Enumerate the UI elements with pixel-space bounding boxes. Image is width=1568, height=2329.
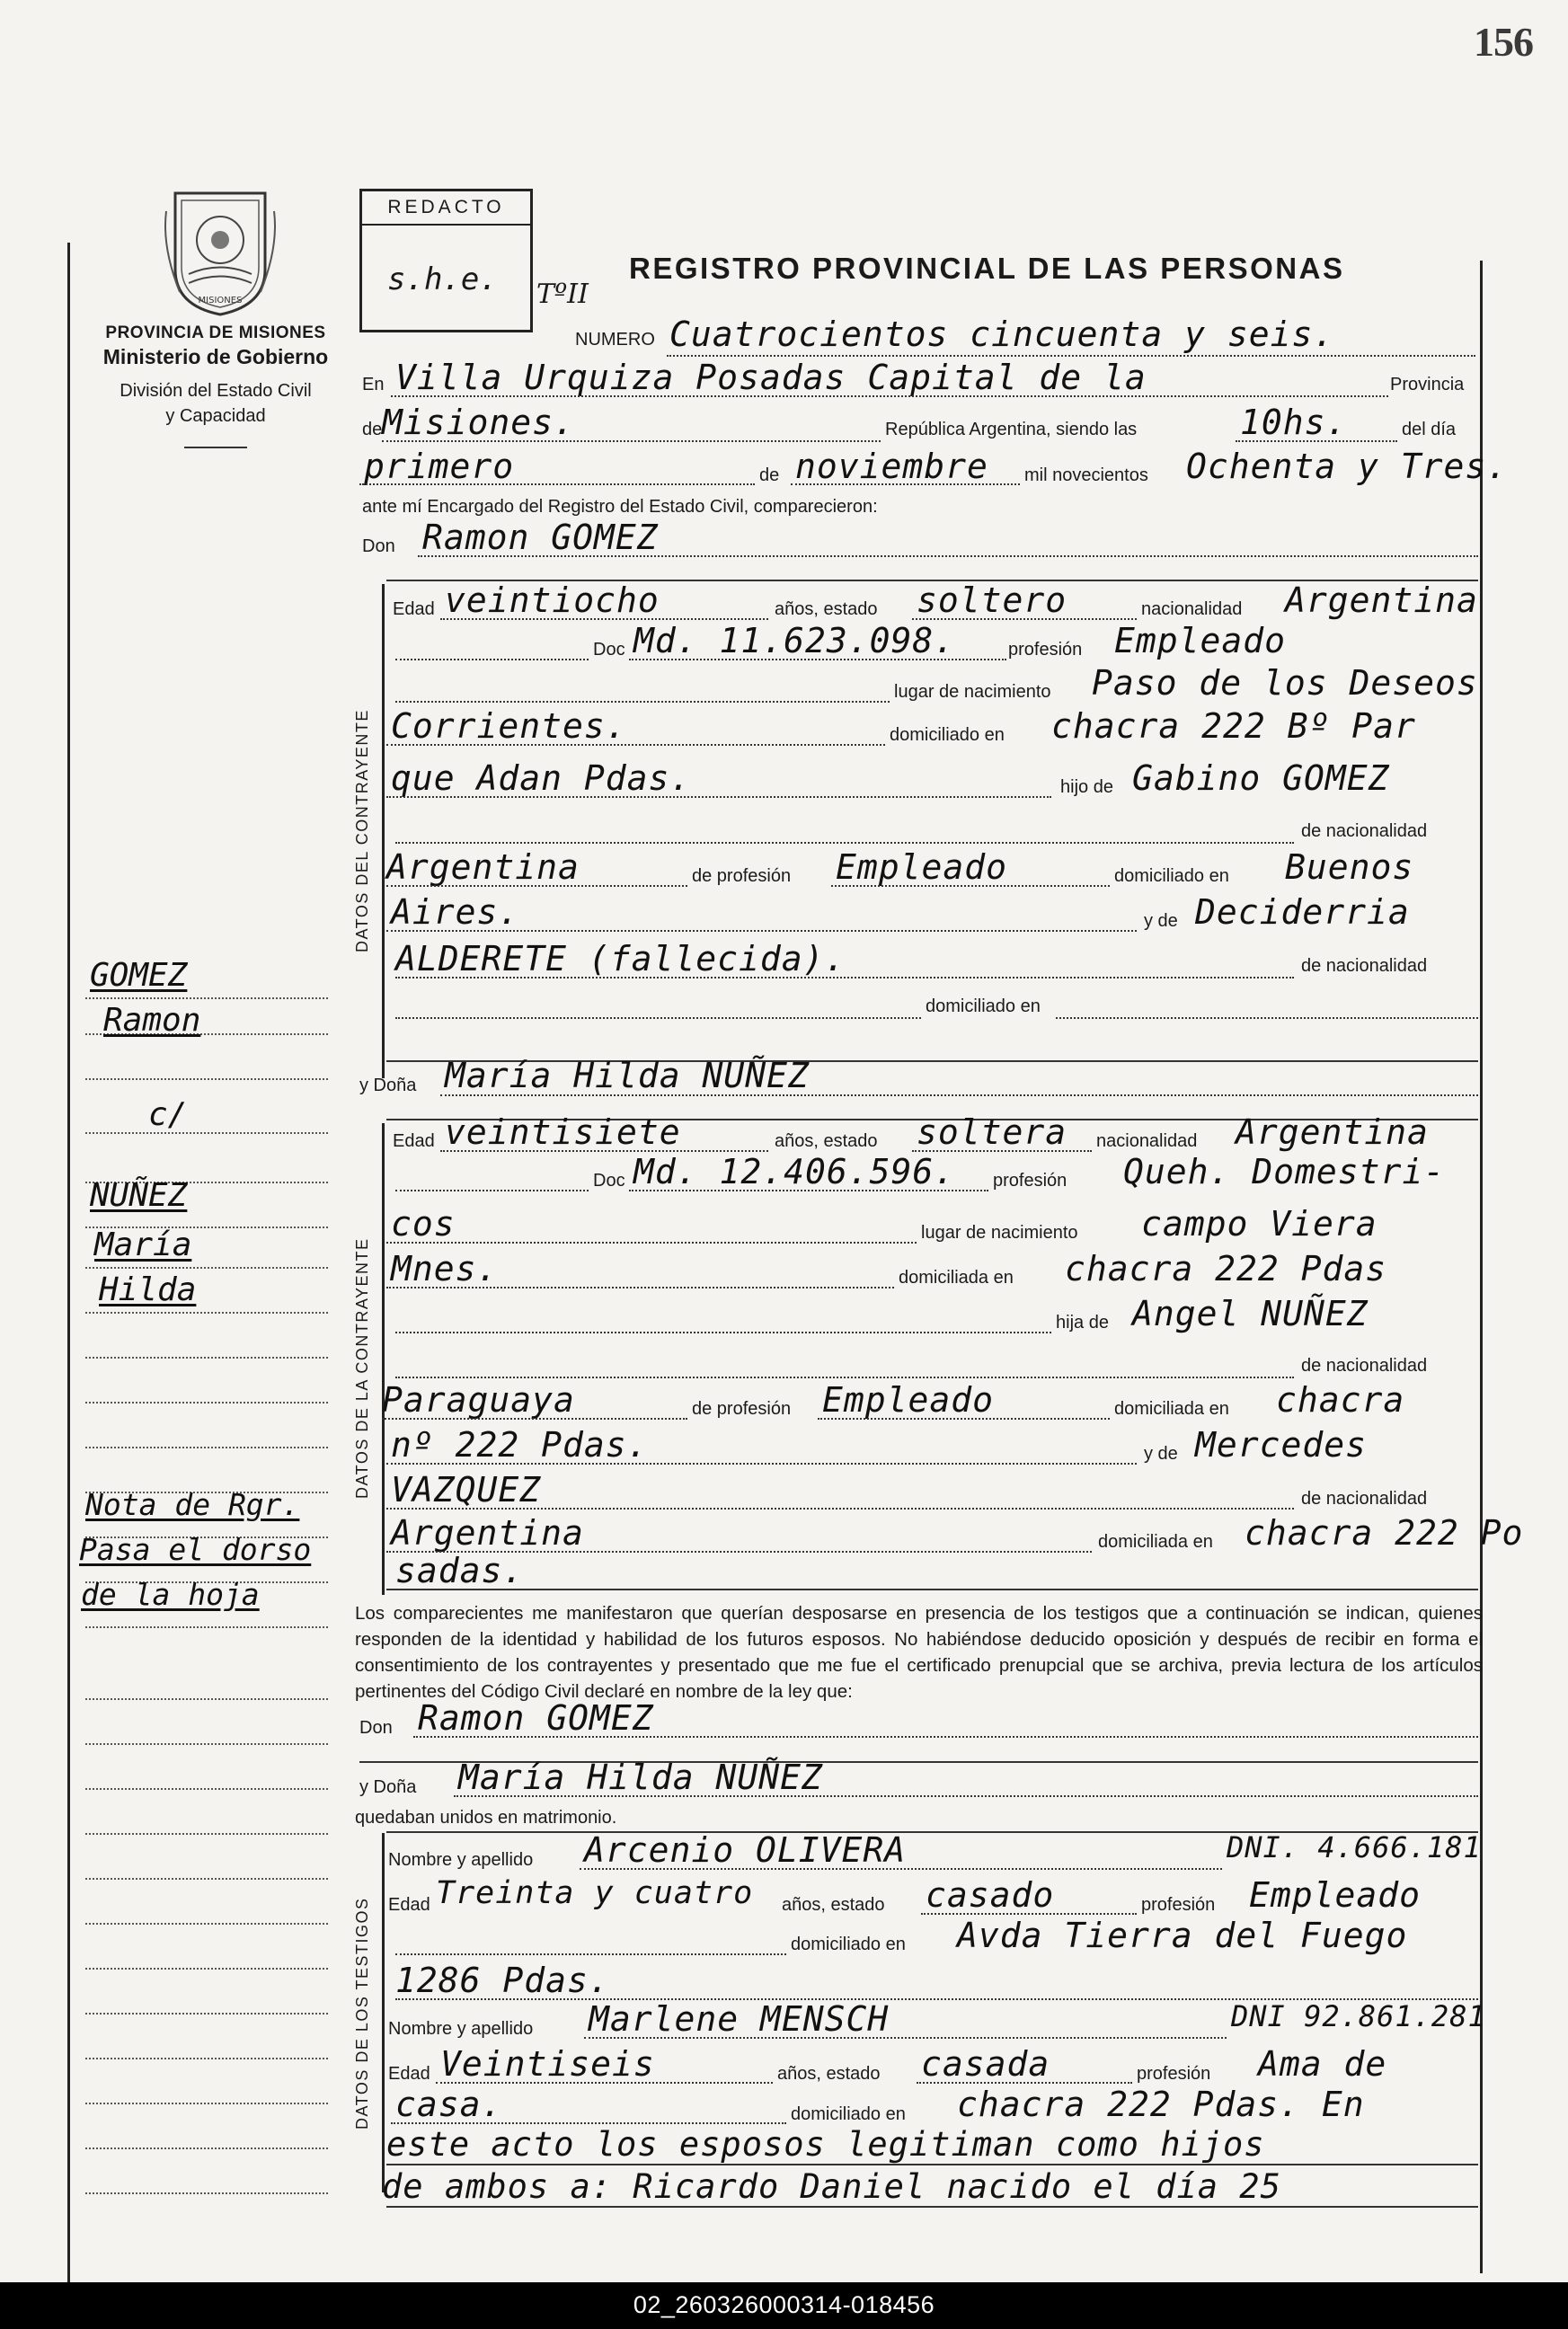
t1-edad-value: Treinta y cuatro xyxy=(436,1875,754,1911)
lugar-value: Paso de los Deseos xyxy=(1092,663,1478,703)
t1-edad-label: Edad xyxy=(388,1895,430,1915)
f-madre-nac-value: Argentina xyxy=(391,1513,584,1553)
division-line-2: y Capacidad xyxy=(165,406,266,426)
domicilio-value: chacra 222 Bº Par xyxy=(1051,706,1416,746)
f-madre-value: Mercedes xyxy=(1195,1425,1368,1465)
contrayente-f-box xyxy=(382,1123,385,1595)
page-number: 156 xyxy=(1474,19,1533,65)
t1-doc-value: DNI. 4.666.181 xyxy=(1227,1830,1482,1864)
anio-value: Ochenta y Tres. xyxy=(1186,447,1509,486)
t1-dom-value: Avda Tierra del Fuego xyxy=(957,1916,1408,1955)
t2-dom-value: chacra 222 Pdas. En xyxy=(957,2085,1365,2124)
f-domicilio-value: chacra 222 Pdas xyxy=(1065,1249,1387,1288)
provincia-label: Provincia xyxy=(1390,375,1465,394)
legal-paragraph: Los comparecientes me manifestaron que querían desposarse en presencia de los testigos que a continuación se indican, quienes responden de la identidad y habilidad de los futuros esposos. No habiéndose deducido oposición y después de recibir en forma el consentimiento de los contrayentes y presentado que me fue el certificado prenupcial que se archiva, previa lectura de los artículos pertinentes del Código Civil declaré en nombre de la ley que: xyxy=(355,1603,1483,1702)
dia-value: primero xyxy=(364,447,515,486)
republica-label: República Argentina, siendo las xyxy=(885,420,1138,439)
t1-anos-estado-label: años, estado xyxy=(782,1895,885,1915)
t2-doc-value: DNI 92.861.281 xyxy=(1231,1999,1486,2033)
anio-label: mil novecientos xyxy=(1024,465,1148,485)
province-name: PROVINCIA DE MISIONES xyxy=(105,323,326,342)
f-padre-dom-label: domiciliada en xyxy=(1114,1399,1229,1419)
redacto-label: REDACTO xyxy=(362,191,530,226)
dona-name: María Hilda NUÑEZ xyxy=(445,1056,810,1095)
estado-value: soltero xyxy=(917,580,1067,620)
f-nacionalidad-label: nacionalidad xyxy=(1096,1131,1198,1151)
madre-dom-label: domiciliado en xyxy=(926,996,1041,1016)
ministry-name: Ministerio de Gobierno xyxy=(102,345,329,368)
f-lugar-value-2: Mnes. xyxy=(391,1249,499,1288)
f-madre-value-2: VAZQUEZ xyxy=(391,1470,542,1510)
anos-estado-label: años, estado xyxy=(775,599,878,619)
hora-value: 10hs. xyxy=(1240,403,1348,442)
margin-surname-2: NUÑEZ xyxy=(90,1177,188,1214)
redacto-value: s.h.e. xyxy=(387,261,498,297)
f-hija-label: hija de xyxy=(1056,1313,1109,1333)
decl-don-label: Don xyxy=(359,1718,393,1738)
contrayente-f-section-label: DATOS DE LA CONTRAYENTE xyxy=(353,1237,371,1499)
f-madre-dom-label: domiciliada en xyxy=(1098,1532,1213,1552)
don-name: Ramon GOMEZ xyxy=(422,518,659,557)
lugar-value-2: Corrientes. xyxy=(391,706,627,746)
division-line-1: División del Estado Civil xyxy=(120,381,312,401)
t2-edad-label: Edad xyxy=(388,2064,430,2084)
de-label: de xyxy=(362,420,383,439)
domicilio-value-2: que Adan Pdas. xyxy=(391,758,692,798)
f-edad-value: veintisiete xyxy=(445,1112,681,1152)
f-domicilio-label: domiciliada en xyxy=(899,1268,1014,1288)
testigos-section-label: DATOS DE LOS TESTIGOS xyxy=(353,1897,371,2130)
de-profesion-label: de profesión xyxy=(692,866,792,886)
padre-dom-value-2: Aires. xyxy=(391,892,520,932)
margin-note-2: Pasa el dorso xyxy=(79,1532,312,1567)
seal-label: MISIONES xyxy=(198,296,243,306)
doc-value: Md. 11.623.098. xyxy=(633,621,956,660)
f-madre-dom-value: chacra 222 Po xyxy=(1245,1513,1524,1553)
t2-edad-value: Veintiseis xyxy=(440,2044,655,2084)
t2-prof-value: Ama de xyxy=(1258,2044,1387,2084)
t1-domicilio-label: domiciliado en xyxy=(791,1935,906,1954)
margin-firstname: Ramon xyxy=(103,1002,201,1039)
doc-label: Doc xyxy=(593,640,625,660)
t2-profesion-label: profesión xyxy=(1137,2064,1211,2084)
government-header xyxy=(81,323,350,448)
t2-nombre-label: Nombre y apellido xyxy=(388,2019,534,2039)
testigos-note-1: este acto los esposos legitiman como hijos xyxy=(386,2125,1265,2164)
redacto-box xyxy=(359,189,533,332)
f-madre-dom-value-2: sadas. xyxy=(395,1551,525,1590)
en-value: Villa Urquiza Posadas Capital de la xyxy=(395,358,1147,397)
testigos-note-2: de ambos a: Ricardo Daniel nacido el día 25 xyxy=(382,2167,1281,2206)
en-label: En xyxy=(362,375,385,394)
lugar-label: lugar de nacimiento xyxy=(894,682,1051,702)
contrayente-box xyxy=(382,584,385,1078)
decl-dona-value: María Hilda NUÑEZ xyxy=(458,1758,823,1797)
f-y-de-label: y de xyxy=(1144,1444,1178,1464)
quedaban-label: quedaban unidos en matrimonio. xyxy=(355,1808,617,1828)
don-label: Don xyxy=(362,536,395,556)
nacionalidad-label: nacionalidad xyxy=(1141,599,1243,619)
mes-value: noviembre xyxy=(795,447,988,486)
f-padre-dom-value: chacra xyxy=(1276,1380,1405,1420)
f-edad-label: Edad xyxy=(393,1131,435,1151)
f-de-nacionalidad-label: de nacionalidad xyxy=(1301,1356,1428,1376)
dona-label: y Doña xyxy=(359,1076,417,1095)
f-nacionalidad-value: Argentina xyxy=(1236,1112,1429,1152)
edad-label: Edad xyxy=(393,599,435,619)
margin-firstname-2b: Hilda xyxy=(99,1271,197,1308)
f-de-nacionalidad-label-2: de nacionalidad xyxy=(1301,1489,1428,1509)
f-doc-label: Doc xyxy=(593,1171,625,1191)
f-doc-value: Md. 12.406.596. xyxy=(633,1152,956,1191)
y-de-label: y de xyxy=(1144,911,1178,931)
f-padre-prof-value: Empleado xyxy=(822,1380,995,1420)
hijo-label: hijo de xyxy=(1060,777,1113,797)
margin-c: c/ xyxy=(148,1096,188,1133)
f-profesion-value: Queh. Domestri- xyxy=(1123,1152,1446,1191)
margin-firstname-2a: María xyxy=(94,1226,192,1263)
madre-value: Deciderria xyxy=(1195,892,1410,932)
f-de-profesion-label: de profesión xyxy=(692,1399,792,1419)
header-separator xyxy=(184,447,247,448)
edad-value: veintiocho xyxy=(445,580,660,620)
f-padre-value: Angel NUÑEZ xyxy=(1132,1294,1369,1333)
de-nacionalidad-label: de nacionalidad xyxy=(1301,821,1428,841)
f-profesion-value-2: cos xyxy=(391,1204,456,1244)
decl-don-value: Ramon GOMEZ xyxy=(418,1698,654,1738)
contrayente-section-label: DATOS DEL CONTRAYENTE xyxy=(353,709,371,952)
f-padre-nac-value: Paraguaya xyxy=(382,1380,575,1420)
t1-name-value: Arcenio OLIVERA xyxy=(584,1830,907,1870)
f-lugar-value: campo Viera xyxy=(1141,1204,1378,1244)
document-id-footer: 02_260326000314-018456 xyxy=(0,2282,1568,2329)
margin-note-3: de la hoja xyxy=(81,1577,260,1612)
f-anos-estado-label: años, estado xyxy=(775,1131,878,1151)
profesion-label: profesión xyxy=(1008,640,1083,660)
padre-dom-label: domiciliado en xyxy=(1114,866,1229,886)
de-nacionalidad-label-2: de nacionalidad xyxy=(1301,956,1428,976)
decl-dona-label: y Doña xyxy=(359,1777,417,1797)
padre-value: Gabino GOMEZ xyxy=(1132,758,1390,798)
f-padre-dom-value-2: nº 222 Pdas. xyxy=(391,1425,649,1465)
left-margin-rule xyxy=(67,243,70,2282)
t2-name-value: Marlene MENSCH xyxy=(589,1999,890,2039)
de-mes-label: de xyxy=(759,465,780,485)
ante-label: ante mí Encargado del Registro del Estado Civil, comparecieron: xyxy=(362,497,878,517)
t2-estado-value: casada xyxy=(921,2044,1050,2084)
profesion-value: Empleado xyxy=(1114,621,1287,660)
margin-note-1: Nota de Rgr. xyxy=(85,1487,300,1522)
form-title: REGISTRO PROVINCIAL DE LAS PERSONAS xyxy=(629,252,1345,285)
f-lugar-label: lugar de nacimiento xyxy=(921,1223,1078,1243)
del-dia-label: del día xyxy=(1402,420,1457,439)
t2-domicilio-label: domiciliado en xyxy=(791,2104,906,2124)
t1-prof-value: Empleado xyxy=(1249,1875,1422,1915)
t1-estado-value: casado xyxy=(926,1875,1055,1915)
t1-dom-value-2: 1286 Pdas. xyxy=(395,1961,610,2000)
margin-surname: GOMEZ xyxy=(90,957,188,994)
right-margin-rule xyxy=(1480,261,1483,2273)
t1-nombre-label: Nombre y apellido xyxy=(388,1850,534,1870)
padre-prof-value: Empleado xyxy=(836,847,1008,887)
f-profesion-label: profesión xyxy=(993,1171,1067,1191)
tomo-mark: TºII xyxy=(536,279,589,310)
de-value: Misiones. xyxy=(382,403,575,442)
provincial-seal-icon xyxy=(162,184,279,319)
f-estado-value: soltera xyxy=(917,1112,1067,1152)
testigos-box xyxy=(382,1833,385,2192)
t2-prof-value-2: casa. xyxy=(395,2085,503,2124)
numero-value: Cuatrocientos cincuenta y seis. xyxy=(669,314,1335,354)
domicilio-label: domiciliado en xyxy=(890,725,1005,745)
padre-nac-value: Argentina xyxy=(386,847,580,887)
t1-profesion-label: profesión xyxy=(1141,1895,1216,1915)
padre-dom-value: Buenos xyxy=(1285,847,1414,887)
numero-label: NUMERO xyxy=(575,330,655,350)
madre-value-2: ALDERETE (fallecida). xyxy=(395,939,846,979)
nacionalidad-value: Argentina xyxy=(1285,580,1478,620)
t2-anos-estado-label: años, estado xyxy=(777,2064,881,2084)
